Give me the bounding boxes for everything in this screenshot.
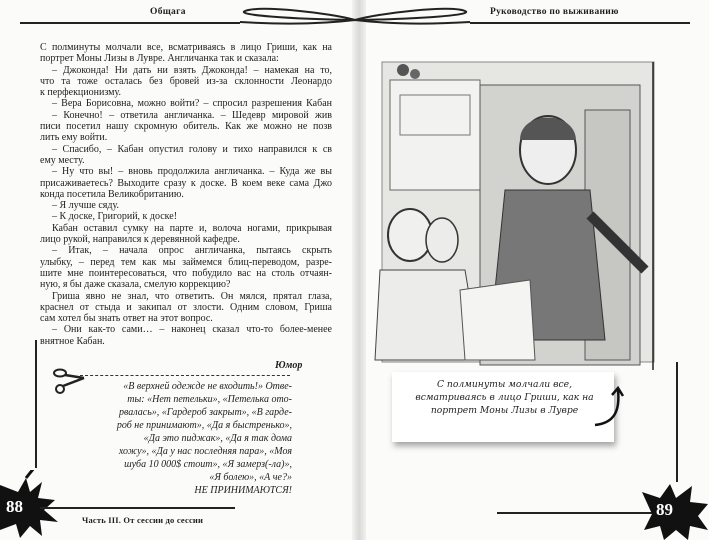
header-ornament: [230, 3, 480, 29]
humor-box-rule: [35, 340, 37, 468]
text-line: – Итак, – начала опрос англичанка, пытаясь скрыть: [52, 245, 332, 257]
footer-rule-right: [497, 512, 657, 514]
text-line: что та тоже осталась без бровей из-за склонности Леонардо: [40, 75, 332, 87]
humor-line: рвалась», «Гардероб закрыт», «В гарде-: [119, 407, 292, 418]
caption-text: С полминуты молчали все, всматриваясь в лицо Гриши, как на портрет Моны Лизы в Лувре: [415, 379, 594, 416]
page-number-right: 89: [656, 500, 673, 519]
text-line: лицо рукой, направился к деревянной кафедре.: [40, 234, 240, 246]
text-line: – Конечно! – ответила англичанка. – Шедевр мировой жив: [52, 109, 332, 121]
humor-line: НЕ ПРИНИМАЮТСЯ!: [194, 485, 292, 496]
humor-line: ты: «Нет петельки», «Петелька ото-: [127, 394, 292, 405]
humor-line: «В верхней одежде не входить!» Отве-: [123, 381, 292, 392]
text-line: ему месту.: [40, 154, 85, 166]
text-line: краснел от стыда и закипал от злости. Одним словом, Гриша: [40, 301, 332, 313]
text-line: внятное Кабан.: [40, 335, 105, 347]
header-rule-left: [20, 22, 240, 24]
text-line: – Спасибо, – Кабан опустил голову и тихо направился к св: [52, 143, 332, 155]
text-line: – Я лучше сяду.: [52, 200, 119, 212]
illustration: [370, 40, 666, 370]
text-line: лить ему войти.: [40, 132, 108, 144]
text-line: Гриша явно не знал, что ответить. Он мялся, прятал глаза,: [52, 290, 332, 302]
text-line: – Ну что вы! – вновь продолжила англичанка. – Куда же вы: [52, 166, 332, 178]
header-rule-right: [470, 22, 690, 24]
text-line: Кабан оставил сумку на парте и, волоча ногами, прикрывая: [52, 222, 332, 234]
running-header-left: Общага: [150, 7, 186, 17]
text-line: присаживаетесь? Выходите сразу к доске. В коем веке сама Джо: [40, 177, 332, 189]
text-line: – Вера Борисовна, можно войти? – спросил разрешения Кабан: [52, 98, 332, 110]
footer-left: Часть III. От сессии до сессии: [82, 515, 204, 525]
running-header-right: Руководство по выживанию: [490, 7, 619, 17]
ink-blot-right: [640, 480, 709, 540]
humor-line: хожу», «Да у нас последняя пара», «Моя: [118, 446, 292, 457]
humor-line: шуба 10 000$ стоит», «Я замерз(-ла)»,: [124, 459, 292, 470]
text-line: сам хотел бы знать ответ на этот вопрос.: [40, 313, 213, 325]
footer-rule-left: [40, 507, 235, 509]
humor-line: «Да это пиджак», «Да я так дома: [143, 433, 292, 444]
text-line: ную, я бы даже сказала, смелую коррекцию?: [40, 279, 231, 291]
page-number-left: 88: [6, 497, 23, 516]
text-line: шите мне поинтересоваться, что побудило вас на столь отчаян-: [40, 267, 332, 279]
text-line: к перфекционизму.: [40, 87, 121, 99]
text-line: – К доске, Григорий, к доске!: [52, 211, 178, 223]
arrow-icon: [590, 385, 630, 430]
text-line: портрет Моны Лизы в Лувре. Англичанка так и сказала:: [40, 53, 279, 65]
right-page-rule: [676, 362, 678, 482]
humor-title: Юмор: [275, 360, 303, 371]
cut-line: [80, 375, 290, 376]
caption-note: [392, 372, 614, 442]
text-line: конда посетила Великобританию.: [40, 188, 184, 200]
text-line: – Джоконда! Ни дать ни взять Джоконда! – намекая на то,: [52, 64, 332, 76]
text-line: – Они как-то сами… – наконец сказал что-то более-менее: [52, 324, 332, 336]
text-line: С полминуты молчали все, всматриваясь в лицо Гриши, как на: [40, 42, 332, 53]
text-line: улыбку, – перед тем как мы займемся блиц-переводом, разре-: [40, 256, 332, 268]
humor-text: [110, 380, 292, 497]
body-text: [40, 42, 332, 347]
humor-line: «Я болею», «А че?»: [209, 472, 292, 483]
text-line: писи посетил нашу скромную обитель. Как же можно не позв: [40, 121, 332, 133]
scissors-icon: [52, 367, 86, 395]
book-spine: [352, 0, 366, 540]
humor-line: роб не принимают», «Да я быстренько»,: [116, 420, 292, 431]
